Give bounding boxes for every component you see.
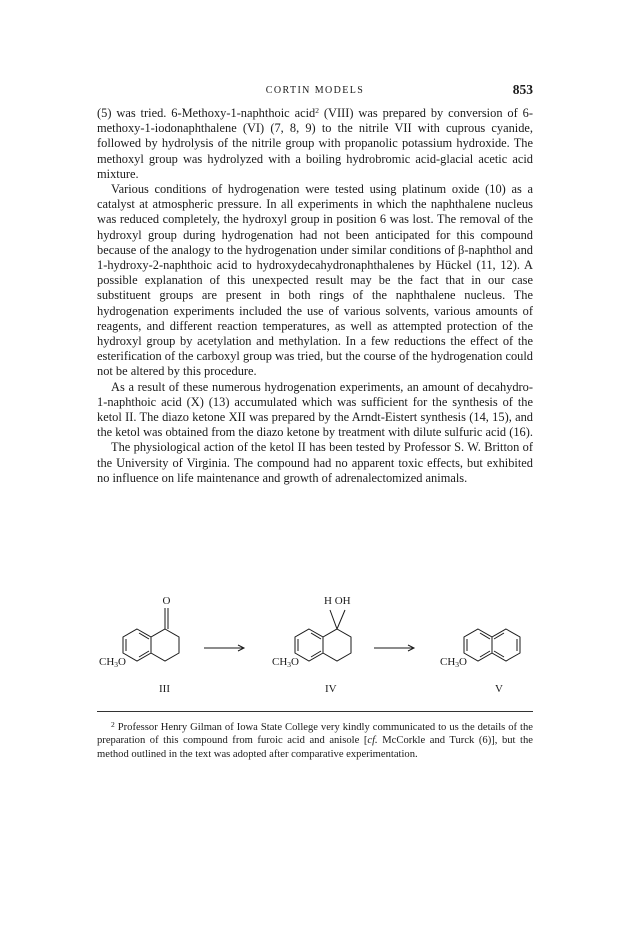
compound-iii-label: III	[159, 683, 170, 695]
footnote-rule	[97, 711, 533, 712]
compound-v-structure	[464, 629, 520, 661]
reaction-scheme-drawing	[97, 592, 533, 702]
paragraph-4: The physiological action of the ketol II has been tested by Professor S. W. Britton of the University of Virginia. The compound had no apparent toxic effects, but exhibited no influence on life maintenance and growth of adrenalectomized animals.	[97, 440, 533, 485]
footnote-text	[97, 718, 533, 761]
paragraph-1-text-b: (VIII) was prepared by conversion of 6-methoxy-1-iodonaphthalene (VI) (7, 8, 9) to the nitrile VII with cuprous cyanide, followed by hydrolysis of the nitrile group with propanolic potassium hydroxide. The methoxyl group was hydrolyzed with a boiling hydrobromic acid-glacial acetic acid mixture.	[97, 106, 533, 181]
compound-iv-h-oh: H OH	[324, 595, 351, 607]
page-number: 853	[512, 82, 533, 97]
footnote	[97, 718, 533, 761]
compound-iv-label: IV	[325, 683, 337, 695]
compound-iv-structure	[295, 610, 351, 661]
compound-v-methoxy: CH3O	[440, 656, 467, 669]
paragraph-3: As a result of these numerous hydrogenation experiments, an amount of decahydro-1-naphthoic acid (X) (13) accumulated which was sufficient for the synthesis of the ketol II. The diazo ketone XII was prepared by the Arndt-Eistert synthesis (14, 15), and the ketol was obtained from the diazo ketone by treatment with dilute sulfuric acid (16).	[97, 379, 533, 440]
compound-iv-methoxy: CH3O	[272, 656, 299, 669]
footnote-text-a: Professor Henry Gilman of Iowa State College very kindly communicated to us the details of the preparation of this compound from furoic acid and anisole [	[97, 722, 533, 747]
paragraph-2: Various conditions of hydrogenation were tested using platinum oxide (10) as a catalyst at atmospheric pressure. In all experiments in which the naphthalene nucleus was reduced completely, the hydroxyl group in position 6 was lost. The removal of the hydroxyl group during hydrogenation had not been anticipated for this compound because of the analogy to the hydrogenation under similar conditions of β-naphthol and 1-hydroxy-2-naphthoic acid to hydroxydecahydronaphthalenes by Hückel (11, 12). A possible explanation of this unexpected result may be the fact that in our case substituent groups are present in both rings of the naphthalene nucleus. The hydrogenation experiments included the use of various solvents, various amounts of reagents, and different reaction temperatures, as well as attempted protection of the hydroxyl group by acetylation and methylation. In a few reductions the effect of the esterification of the carboxyl group was tried, but the course of the hydrogenation could not be altered by this procedure.	[97, 182, 533, 379]
footnote-mark: 2	[111, 720, 115, 729]
running-title: CORTIN MODELS	[265, 85, 365, 96]
footnote-text-b: McCorkle and Turck (6)], but the method outlined in the text was adopted after comparative experimentation.	[97, 735, 533, 760]
reaction-arrow-2	[374, 645, 414, 651]
compound-v-label: V	[495, 683, 503, 695]
compound-iii-structure	[123, 608, 179, 661]
reaction-arrow-1	[204, 645, 244, 651]
paragraph-1-text-a: (5) was tried. 6-Methoxy-1-naphthoic acid	[97, 106, 316, 120]
reaction-scheme	[97, 592, 533, 702]
paragraph-1	[97, 106, 533, 182]
running-head	[97, 82, 533, 98]
footnote-cf: cf.	[367, 735, 378, 747]
footnote-reference: 2	[315, 106, 319, 115]
body-text	[97, 106, 533, 486]
compound-iii-oxygen: O	[162, 595, 171, 607]
compound-iii-methoxy: CH3O	[99, 656, 126, 669]
